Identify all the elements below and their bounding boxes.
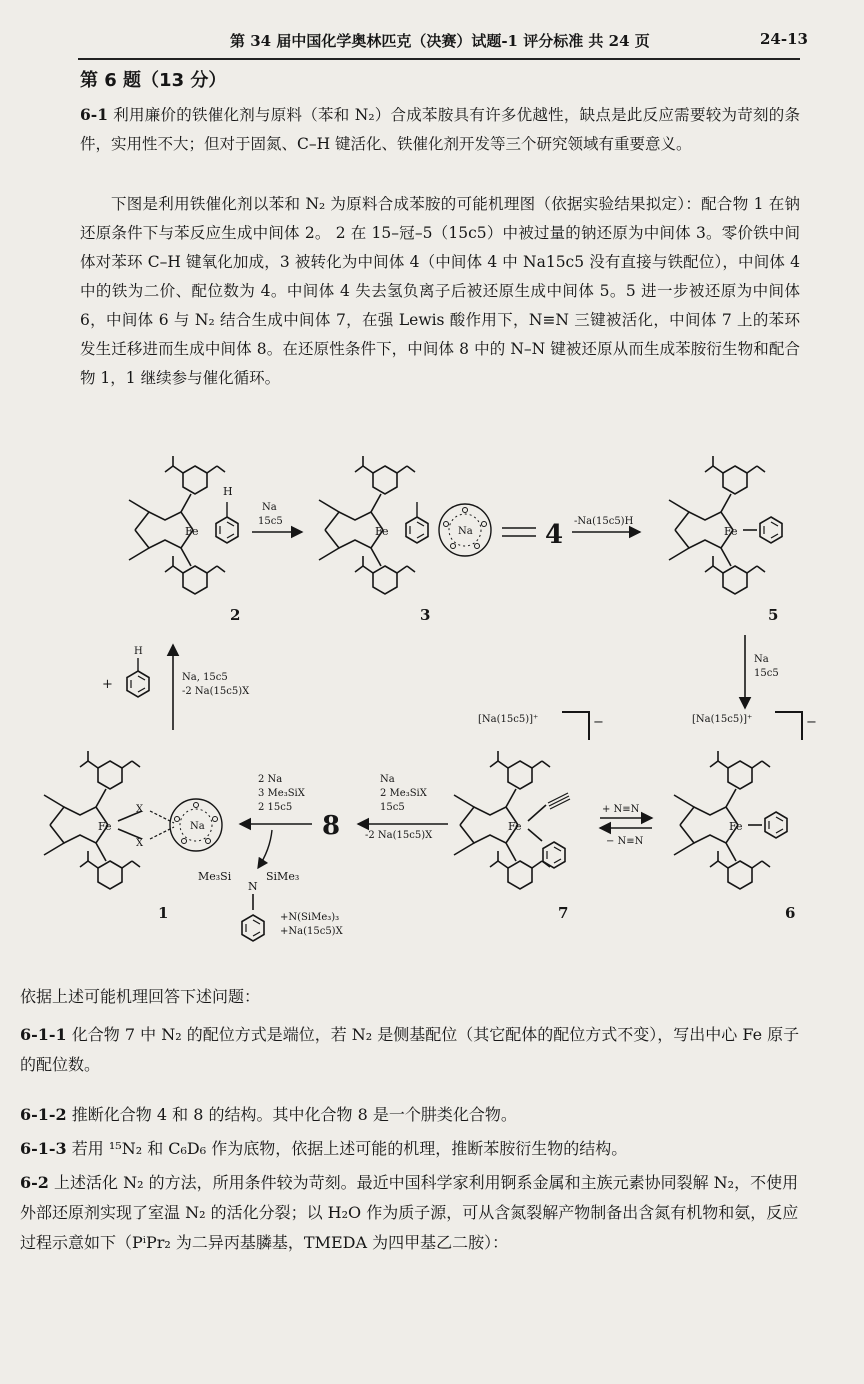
na-label-1: Na — [190, 821, 205, 832]
complex-3 — [319, 456, 491, 594]
x-label-bottom: X — [136, 838, 144, 849]
counter-ion-7: [Na(15c5)]⁺ — [478, 714, 539, 725]
arrow-to-aniline-product — [258, 830, 272, 868]
label-2: 2 — [230, 606, 241, 624]
counter-ion-6: [Na(15c5)]⁺ — [692, 714, 753, 725]
subquestion-intro: 依据上述可能机理回答下述问题： — [20, 987, 261, 1006]
h-label-2: H — [223, 485, 233, 498]
complex-2 — [129, 456, 238, 594]
question-6-2 — [20, 1168, 810, 1258]
x-label-top: X — [136, 804, 144, 815]
text-6-1-1: 化合物 7 中 N₂ 的配位方式是端位，若 N₂ 是侧基配位（其它配体的配位方式不变），写出中心 Fe 原子的配位数。 — [20, 1025, 800, 1074]
na-label-3: Na — [458, 526, 473, 537]
question-6-1-2 — [20, 1100, 810, 1130]
label-1: 1 — [158, 904, 169, 922]
mechanism-scheme — [40, 440, 830, 980]
byproduct-1: +N(SiMe₃)₃ — [280, 912, 340, 923]
header-rule — [78, 58, 800, 60]
fe-label-1: Fe — [98, 820, 112, 833]
question-6-1-1 — [20, 1020, 810, 1080]
label-5: 5 — [768, 606, 779, 624]
arrow-7-8-reagent-2: 2 Me₃SiX — [380, 788, 427, 799]
paragraph-6-1-text: 利用廉价的铁催化剂与原料（苯和 N₂）合成苯胺具有许多优越性，缺点是此反应需要较为苛刻的条件，实用性不大；但对于固氮、C–H 键活化、铁催化剂开发等三个研究领域有重要意义。 — [80, 106, 800, 153]
page-header — [0, 0, 864, 62]
fe-label-6: Fe — [729, 820, 743, 833]
arrow-8-1-reagent-3: 2 15c5 — [258, 802, 293, 813]
section-number-6-1: 6-1 — [80, 105, 109, 124]
paragraph-mechanism: 下图是利用铁催化剂以苯和 N₂ 为原料合成苯胺的可能机理图（依据实验结果拟定）：配合物 1 在钠还原条件下与苯反应生成中间体 2。 2 在 15–冠–5（15c5）中被过量的钠还原为中间体 3。零价铁中间体对苯环 C–H 键氧化加成，3 被转化为中间体 4（中间体 4 中 Na15c5 没有直接与铁配位），中间体 4 中的铁为二价、配位数为 4。中间体 4 失去氢负离子后被还原生成中间体 5。5 进一步被还原为中间体 6，中间体 6 与 N₂ 结合生成中间体 7，在强 Lewis 酸作用下，N≡N 三键被活化，中间体 7 上的苯环发生迁移进而生成中间体 8。在还原性条件下，中间体 8 中的 N–N 键被还原从而生成苯胺衍生物和配合物 1，1 继续参与催化循环。 — [80, 195, 800, 387]
text-6-1-3: 若用 ¹⁵N₂ 和 C₆D₆ 作为底物，依据上述可能的机理，推断苯胺衍生物的结构。 — [66, 1139, 628, 1158]
byproduct-2: +Na(15c5)X — [280, 926, 343, 937]
equilibrium-6-7-reverse-label: − N≡N — [606, 836, 644, 847]
sime3-left: Me₃Si — [198, 870, 232, 883]
complex-1 — [44, 751, 222, 889]
arrow-7-8-reagent-1: Na — [380, 774, 395, 785]
arrow-7-8-reagent-3: 15c5 — [380, 802, 405, 813]
fe-label-3: Fe — [375, 525, 389, 538]
bracket-7 — [562, 712, 589, 740]
header-title: 第 34 届中国化学奥林匹克（决赛）试题-1 评分标准 共 24 页 — [230, 32, 650, 50]
arrow-2-3-reagent-top: Na — [262, 502, 277, 513]
charge-6: − — [806, 715, 817, 730]
label-7: 7 — [558, 904, 569, 922]
number-6-1-3: 6-1-3 — [20, 1139, 67, 1158]
text-6-2: 上述活化 N₂ 的方法，所用条件较为苛刻。最近中国科学家利用锕系金属和主族元素协同裂解 N₂，不使用外部还原剂实现了室温 N₂ 的活化分裂；以 H₂O 作为质子源，可从含氮裂解产物制备出含氮有机物和氨，反应过程示意如下（PⁱPr₂ 为二异丙基膦基，TMEDA 为四甲基乙二胺）： — [20, 1173, 799, 1252]
arrow-8-1-reagent-1: 2 Na — [258, 774, 283, 785]
arrow-5-6-reagent-bottom: 15c5 — [754, 668, 779, 679]
text-6-1-2: 推断化合物 4 和 8 的结构。其中化合物 8 是一个肼类化合物。 — [66, 1105, 517, 1124]
benzene-h-label: H — [134, 646, 143, 657]
arrow-1-2-reagent-2: -2 Na(15c5)X — [182, 686, 250, 697]
arrow-2-3-reagent-bottom: 15c5 — [258, 516, 283, 527]
bracket-6 — [775, 712, 802, 740]
fe-label-2: Fe — [185, 525, 199, 538]
label-4: 4 — [545, 520, 564, 550]
equilibrium-6-7-forward-label: + N≡N — [602, 804, 640, 815]
sime3-right: SiMe₃ — [266, 870, 300, 883]
number-6-1-2: 6-1-2 — [20, 1105, 67, 1124]
question-6-1-3 — [20, 1134, 810, 1164]
header-page-number: 24-13 — [760, 30, 808, 48]
benzene-plus: + — [102, 677, 113, 692]
label-3: 3 — [420, 606, 431, 624]
charge-7: − — [593, 715, 604, 730]
aniline-n-label: N — [248, 880, 258, 893]
arrow-5-6-reagent-top: Na — [754, 654, 769, 665]
label-8: 8 — [322, 811, 341, 841]
number-6-1-1: 6-1-1 — [20, 1025, 67, 1044]
silylaniline-product — [198, 870, 344, 941]
arrow-7-8-reagent-4: -2 Na(15c5)X — [365, 830, 433, 841]
arrow-1-2-reagent-1: Na, 15c5 — [182, 672, 228, 683]
question-title: 第 6 题（13 分） — [80, 70, 227, 91]
paragraph-6-1 — [80, 100, 800, 159]
fe-label-7: Fe — [508, 820, 522, 833]
arrow-8-1-reagent-2: 3 Me₃SiX — [258, 788, 305, 799]
fe-label-5: Fe — [724, 525, 738, 538]
arrow-4-5-reagent: -Na(15c5)H — [574, 516, 634, 527]
label-6: 6 — [785, 904, 796, 922]
number-6-2: 6-2 — [20, 1173, 49, 1192]
